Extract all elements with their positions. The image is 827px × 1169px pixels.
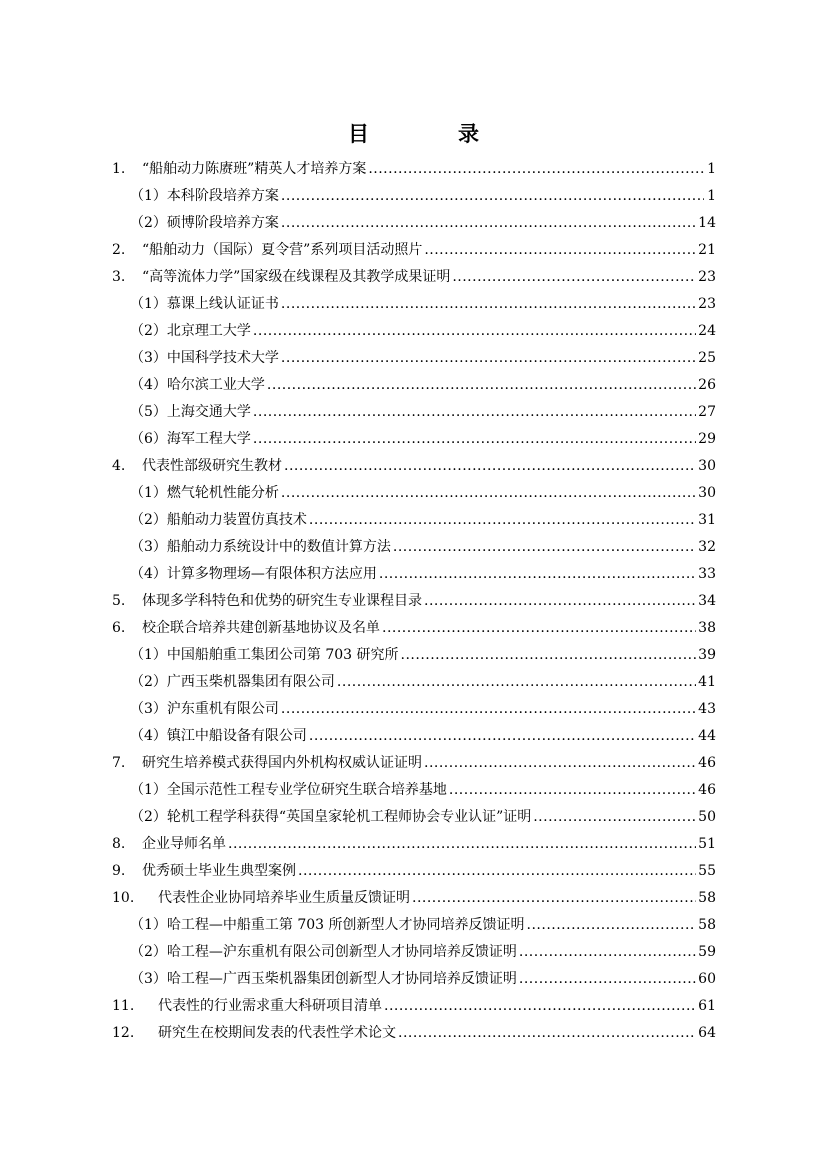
toc-entry[interactable] [112,210,716,237]
dot-leader [424,588,696,615]
toc-entry[interactable] [112,777,716,804]
dot-leader [379,561,696,588]
toc-entry-title: 校企联合培养共建创新基地协议及名单 [142,620,380,636]
toc-entry-title: （2）广西玉柴机器集团有限公司 [130,674,335,690]
dot-leader [281,345,696,372]
toc-entry-title: 代表性部级研究生教材 [142,458,282,474]
dot-leader [401,642,697,669]
toc-entry-title: （2）哈工程—沪东重机有限公司创新型人才协同培养反馈证明 [130,944,517,960]
toc-entry-number: 4. [112,458,126,474]
toc-entry-title: （2）北京理工大学 [130,323,251,339]
toc-entry[interactable] [112,588,716,615]
dot-leader [384,993,696,1020]
toc-entry-title: （2）轮机工程学科获得“英国皇家轮机工程师协会专业认证”证明 [130,809,532,825]
toc-entry-title: （3）中国科学技术大学 [130,350,279,366]
toc-entry-page: 30 [698,458,716,474]
toc-entry-title: 代表性的行业需求重大科研项目清单 [158,998,382,1014]
toc-entry[interactable] [112,912,716,939]
toc-entry-title: （2）船舶动力装置仿真技术 [130,512,307,528]
toc-entry[interactable] [112,534,716,561]
dot-leader [281,480,696,507]
dot-leader [382,615,696,642]
toc-entry-page: 14 [698,215,716,231]
toc-entry-page: 30 [698,485,716,501]
toc-entry[interactable] [112,750,716,777]
dot-leader [281,183,704,210]
dot-leader [281,210,696,237]
toc-entry[interactable] [112,291,716,318]
toc-entry-title: （4）哈尔滨工业大学 [130,377,265,393]
toc-entry-page: 25 [698,350,716,366]
dot-leader [519,939,696,966]
toc-entry-number: 1. [112,161,126,177]
toc-entry-title: 企业导师名单 [142,836,226,852]
toc-entry-page: 51 [698,836,716,852]
toc-entry-title: “船舶动力陈赓班”精英人才培养方案 [142,161,367,177]
dot-leader [337,669,696,696]
toc-entry-number: 3. [112,269,126,285]
toc-entry-title: （5）上海交通大学 [130,404,251,420]
toc-entry-page: 43 [698,701,716,717]
dot-leader [309,723,696,750]
toc-entry[interactable] [112,156,716,183]
dot-leader [527,912,697,939]
toc-entry-title: “船舶动力（国际）夏令营”系列项目活动照片 [142,242,423,258]
toc-entry-page: 61 [698,998,716,1014]
toc-entry[interactable] [112,885,716,912]
toc-entry-page: 60 [698,971,716,987]
dot-leader [284,453,696,480]
dot-leader [298,858,696,885]
toc-entry-title: （1）哈工程—中船重工第 703 所创新型人才协同培养反馈证明 [130,917,525,933]
toc-entry-page: 46 [698,782,716,798]
toc-entry-number: 8. [112,836,126,852]
toc-entry-title: 优秀硕士毕业生典型案例 [142,863,296,879]
toc-entry-page: 1 [707,188,716,204]
toc-entry[interactable] [112,426,716,453]
toc-entry-title: （3）沪东重机有限公司 [130,701,279,717]
toc-entry-page: 46 [698,755,716,771]
dot-leader [281,291,696,318]
toc-entry-title: （1）全国示范性工程专业学位研究生联合培养基地 [130,782,447,798]
toc-entry-title: “高等流体力学”国家级在线课程及其教学成果证明 [142,269,451,285]
toc-entry-page: 24 [698,323,716,339]
toc-entry-page: 26 [698,377,716,393]
toc-entry-page: 33 [698,566,716,582]
toc-entry[interactable] [112,480,716,507]
dot-leader [309,507,696,534]
toc-entry-number: 2. [112,242,126,258]
dot-leader [449,777,696,804]
toc-entry[interactable] [112,453,716,480]
dot-leader [412,885,696,912]
dot-leader [424,750,696,777]
dot-leader [228,831,696,858]
page-title: 目 录 [348,121,513,146]
toc-entry-number: 10. [112,890,135,906]
toc-entry-page: 39 [698,647,716,663]
dot-leader [368,156,704,183]
toc-entry[interactable] [112,372,716,399]
dot-leader [519,966,696,993]
toc-entry[interactable] [112,615,716,642]
toc-entry[interactable] [112,723,716,750]
toc-entry[interactable] [112,264,716,291]
toc-entry-title: （1）燃气轮机性能分析 [130,485,279,501]
toc-entry[interactable] [112,318,716,345]
toc-entry[interactable] [112,507,716,534]
table-of-contents [112,156,716,1047]
dot-leader [253,318,696,345]
dot-leader [253,426,696,453]
toc-entry[interactable] [112,804,716,831]
toc-entry[interactable] [112,642,716,669]
toc-entry[interactable] [112,561,716,588]
toc-entry-number: 5. [112,593,126,609]
toc-entry-title: （1）本科阶段培养方案 [130,188,279,204]
toc-entry-title: （1）中国船舶重工集团公司第 703 研究所 [130,647,399,663]
toc-entry[interactable] [112,345,716,372]
toc-entry-title: 代表性企业协同培养毕业生质量反馈证明 [158,890,410,906]
toc-entry-page: 27 [698,404,716,420]
toc-entry-page: 44 [698,728,716,744]
toc-entry-page: 31 [698,512,716,528]
toc-entry-title: 研究生在校期间发表的代表性学术论文 [158,1025,396,1041]
toc-entry-page: 23 [698,296,716,312]
toc-entry-title: 体现多学科特色和优势的研究生专业课程目录 [142,593,422,609]
toc-entry-page: 64 [698,1025,716,1041]
toc-entry-page: 34 [698,593,716,609]
toc-entry-number: 6. [112,620,126,636]
toc-entry[interactable] [112,237,716,264]
toc-entry-number: 12. [112,1025,135,1041]
toc-entry-title: （6）海军工程大学 [130,431,251,447]
toc-entry-title: （3）哈工程—广西玉柴机器集团创新型人才协同培养反馈证明 [130,971,517,987]
toc-entry-page: 41 [698,674,716,690]
dot-leader [267,372,696,399]
toc-entry[interactable] [112,858,716,885]
toc-entry-page: 55 [698,863,716,879]
toc-entry[interactable] [112,993,716,1020]
toc-entry[interactable] [112,966,716,993]
toc-entry[interactable] [112,696,716,723]
toc-entry-number: 11. [112,998,135,1014]
dot-leader [253,399,696,426]
toc-entry-title: （3）船舶动力系统设计中的数值计算方法 [130,539,391,555]
dot-leader [533,804,696,831]
dot-leader [281,696,696,723]
toc-entry-title: （4）镇江中船设备有限公司 [130,728,307,744]
dot-leader [393,534,696,561]
dot-leader [398,1020,696,1047]
toc-entry-page: 29 [698,431,716,447]
toc-entry-title: （1）慕课上线认证证书 [130,296,279,312]
toc-entry-number: 7. [112,755,126,771]
toc-entry-page: 32 [698,539,716,555]
toc-entry-title: （2）硕博阶段培养方案 [130,215,279,231]
toc-entry[interactable] [112,669,716,696]
toc-entry-page: 38 [698,620,716,636]
toc-entry-page: 58 [698,917,716,933]
toc-entry[interactable] [112,183,716,210]
toc-entry-page: 23 [698,269,716,285]
dot-leader [424,237,696,264]
toc-entry[interactable] [112,399,716,426]
toc-entry-page: 21 [698,242,716,258]
toc-entry-page: 58 [698,890,716,906]
toc-entry-title: 研究生培养模式获得国内外机构权威认证证明 [142,755,422,771]
toc-entry-title: （4）计算多物理场—有限体积方法应用 [130,566,377,582]
toc-entry[interactable] [112,831,716,858]
toc-entry[interactable] [112,1020,716,1047]
toc-entry-page: 50 [698,809,716,825]
toc-entry-page: 1 [707,161,716,177]
toc-entry-page: 59 [698,944,716,960]
toc-entry[interactable] [112,939,716,966]
dot-leader [452,264,696,291]
toc-entry-number: 9. [112,863,126,879]
